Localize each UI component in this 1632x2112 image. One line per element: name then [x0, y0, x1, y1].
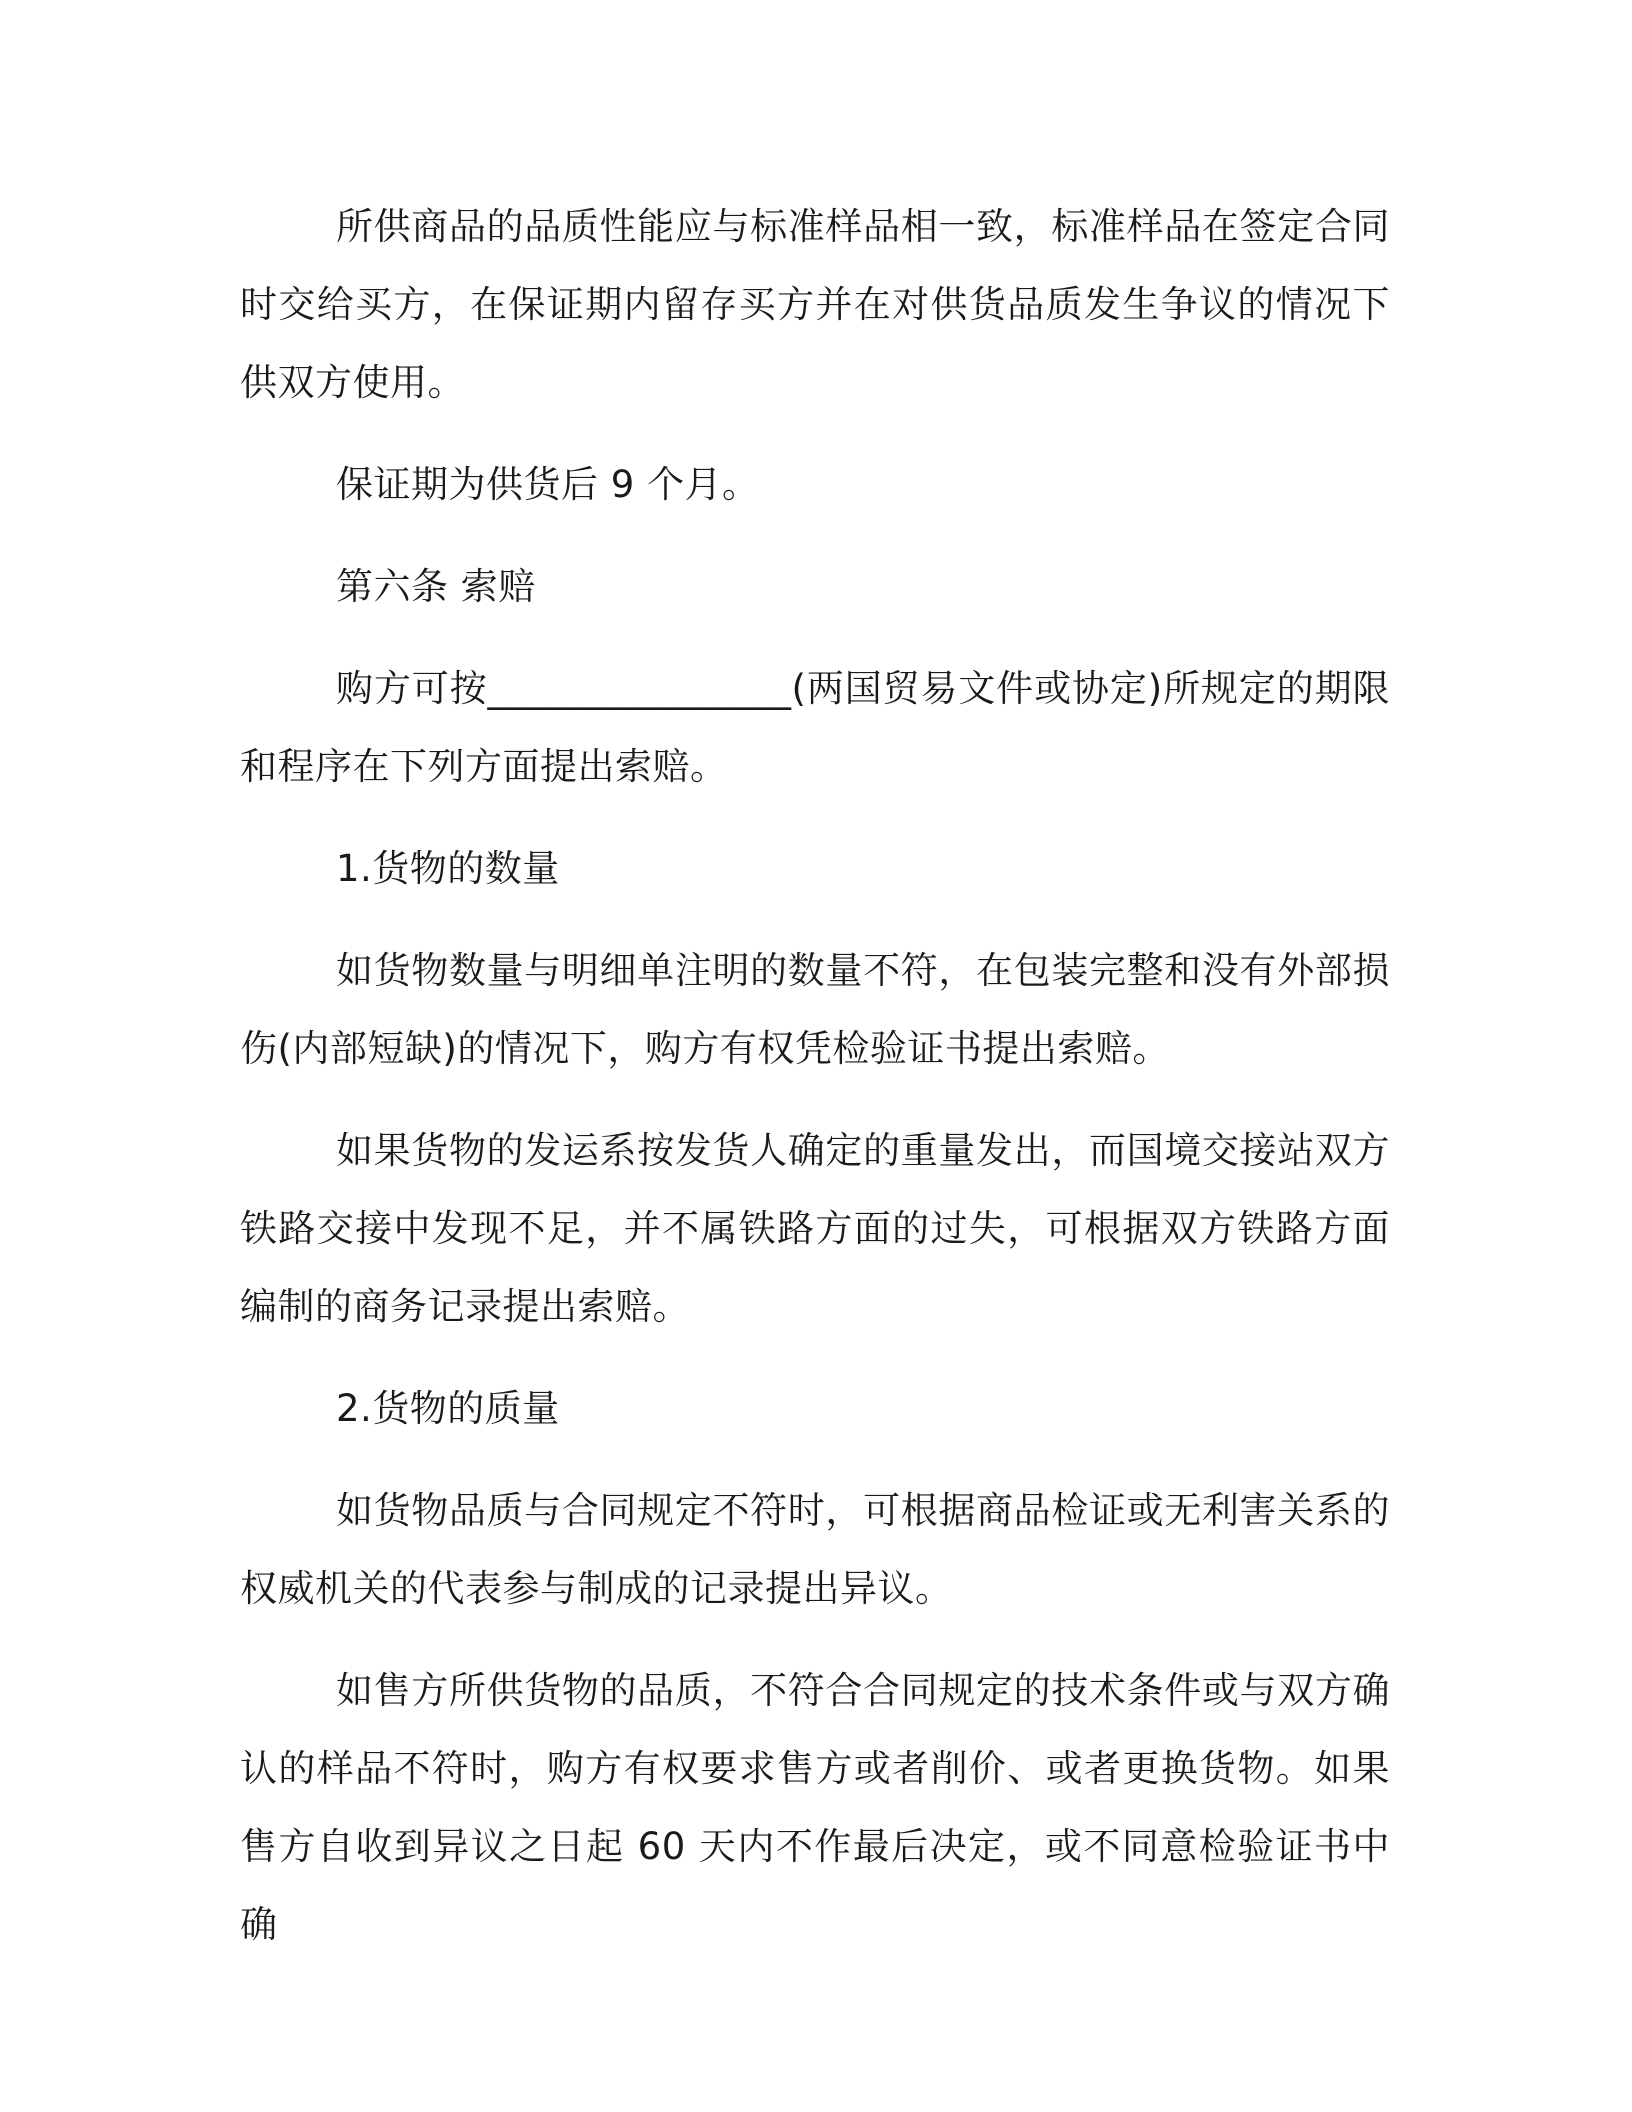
- paragraph-claim-basis: 购方可按________________(两国贸易文件或协定)所规定的期限和程序在下列方面提出索赔。: [240, 667, 1390, 788]
- subheading-quantity: 1.货物的数量: [336, 847, 560, 890]
- paragraph-quality-remedy: 如售方所供货物的品质，不符合合同规定的技术条件或与双方确认的样品不符时，购方有权要求售方或者削价、或者更换货物。如果售方自收到异议之日起 60 天内不作最后决定，或不同意检验证书中确: [240, 1669, 1390, 1946]
- section-heading-claims: 第六条 索赔: [336, 565, 536, 608]
- paragraph-quantity-mismatch: 如货物数量与明细单注明的数量不符，在包装完整和没有外部损伤(内部短缺)的情况下，购方有权凭检验证书提出索赔。: [240, 949, 1390, 1070]
- paragraph-quality-standard: 所供商品的品质性能应与标准样品相一致，标准样品在签定合同时交给买方，在保证期内留存买方并在对供货品质发生争议的情况下供双方使用。: [240, 205, 1390, 404]
- document-body: [240, 188, 1390, 1988]
- paragraph-quality-objection: 如货物品质与合同规定不符时，可根据商品检证或无利害关系的权威机关的代表参与制成的记录提出异议。: [240, 1489, 1390, 1610]
- paragraph-warranty-period: 保证期为供货后 9 个月。: [336, 463, 760, 506]
- paragraph-railway-shortage: 如果货物的发运系按发货人确定的重量发出，而国境交接站双方铁路交接中发现不足，并不属铁路方面的过失，可根据双方铁路方面编制的商务记录提出索赔。: [240, 1129, 1390, 1328]
- subheading-quality: 2.货物的质量: [336, 1387, 560, 1430]
